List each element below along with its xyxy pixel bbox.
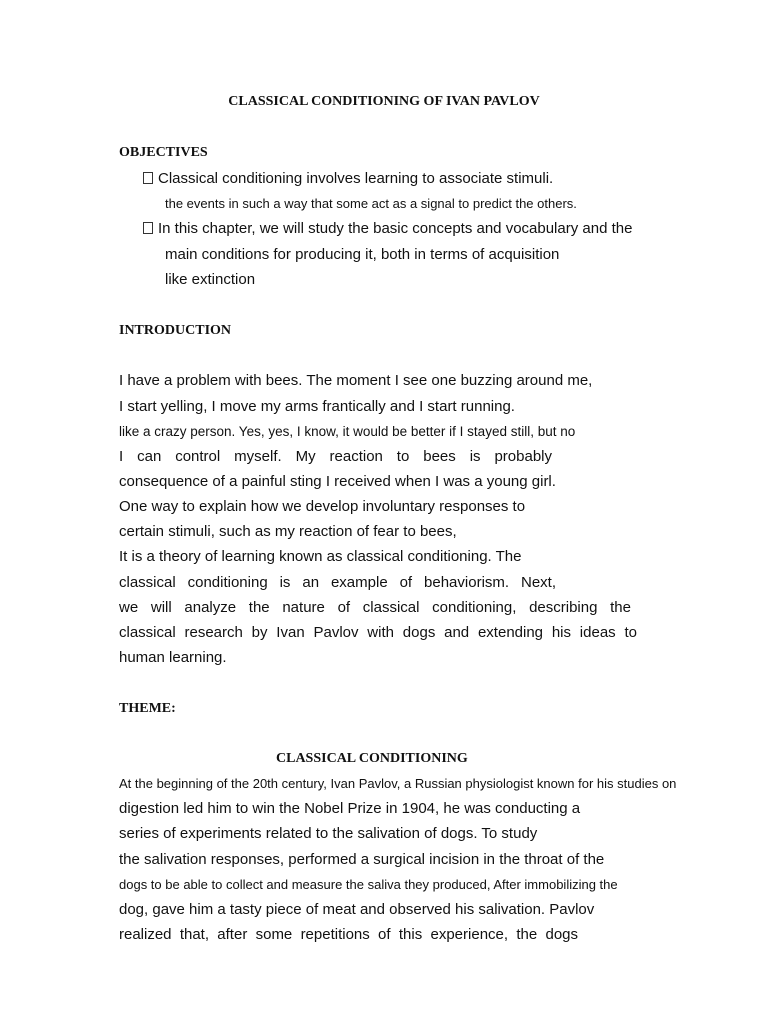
objective-bullet-1: [143, 170, 553, 188]
introduction-line: It is a theory of learning known as classical conditioning. The: [119, 548, 522, 565]
objective-bullet-2: [143, 220, 632, 238]
theme-line: digestion led him to win the Nobel Prize in 1904, he was conducting a: [119, 800, 581, 817]
theme-line: dog, gave him a tasty piece of meat and observed his salivation. Pavlov: [119, 901, 595, 918]
document-title: CLASSICAL CONDITIONING OF IVAN PAVLOV: [228, 94, 540, 109]
theme-line: the salivation responses, performed a surgical incision in the throat of the: [119, 851, 605, 868]
introduction-line: classical conditioning is an example of behaviorism. Next,: [119, 574, 556, 591]
objectives-heading: OBJECTIVES: [119, 145, 208, 160]
introduction-line: we will analyze the nature of classical conditioning, describing the: [119, 599, 631, 616]
introduction-line: like a crazy person. Yes, yes, I know, it would be better if I stayed still, but no: [119, 424, 576, 439]
theme-line: realized that, after some repetitions of this experience, the dogs: [119, 926, 578, 943]
introduction-line: certain stimuli, such as my reaction of fear to bees,: [119, 523, 457, 540]
theme-line: dogs to be able to collect and measure the saliva they produced, After immobilizing the: [119, 877, 618, 892]
introduction-line: classical research by Ivan Pavlov with dogs and extending his ideas to: [119, 624, 637, 641]
introduction-heading: INTRODUCTION: [119, 323, 232, 338]
objective-bullet-1-continuation: the events in such a way that some act as a signal to predict the others.: [165, 196, 577, 211]
objective-bullet-2-continuation-2: like extinction: [165, 271, 256, 288]
objective-bullet-1-text: Classical conditioning involves learning to associate stimuli.: [158, 170, 554, 187]
objective-bullet-2-continuation-1: main conditions for producing it, both in terms of acquisition: [165, 246, 560, 263]
theme-subheading: CLASSICAL CONDITIONING: [276, 751, 468, 766]
theme-line: At the beginning of the 20th century, Ivan Pavlov, a Russian physiologist known for his studies on: [119, 776, 677, 791]
introduction-line: human learning.: [119, 649, 227, 666]
introduction-line: consequence of a painful sting I received when I was a young girl.: [119, 473, 556, 490]
theme-line: series of experiments related to the salivation of dogs. To study: [119, 825, 538, 842]
introduction-line: One way to explain how we develop involuntary responses to: [119, 498, 526, 515]
introduction-line: I start yelling, I move my arms frantically and I start running.: [119, 398, 515, 415]
objective-bullet-2-text: In this chapter, we will study the basic concepts and vocabulary and the: [158, 220, 633, 237]
checkbox-bullet-icon: [143, 222, 153, 234]
introduction-line: I can control myself. My reaction to bees is probably: [119, 448, 552, 465]
introduction-line: I have a problem with bees. The moment I see one buzzing around me,: [119, 372, 593, 389]
theme-heading: THEME:: [119, 701, 176, 716]
checkbox-bullet-icon: [143, 172, 153, 184]
